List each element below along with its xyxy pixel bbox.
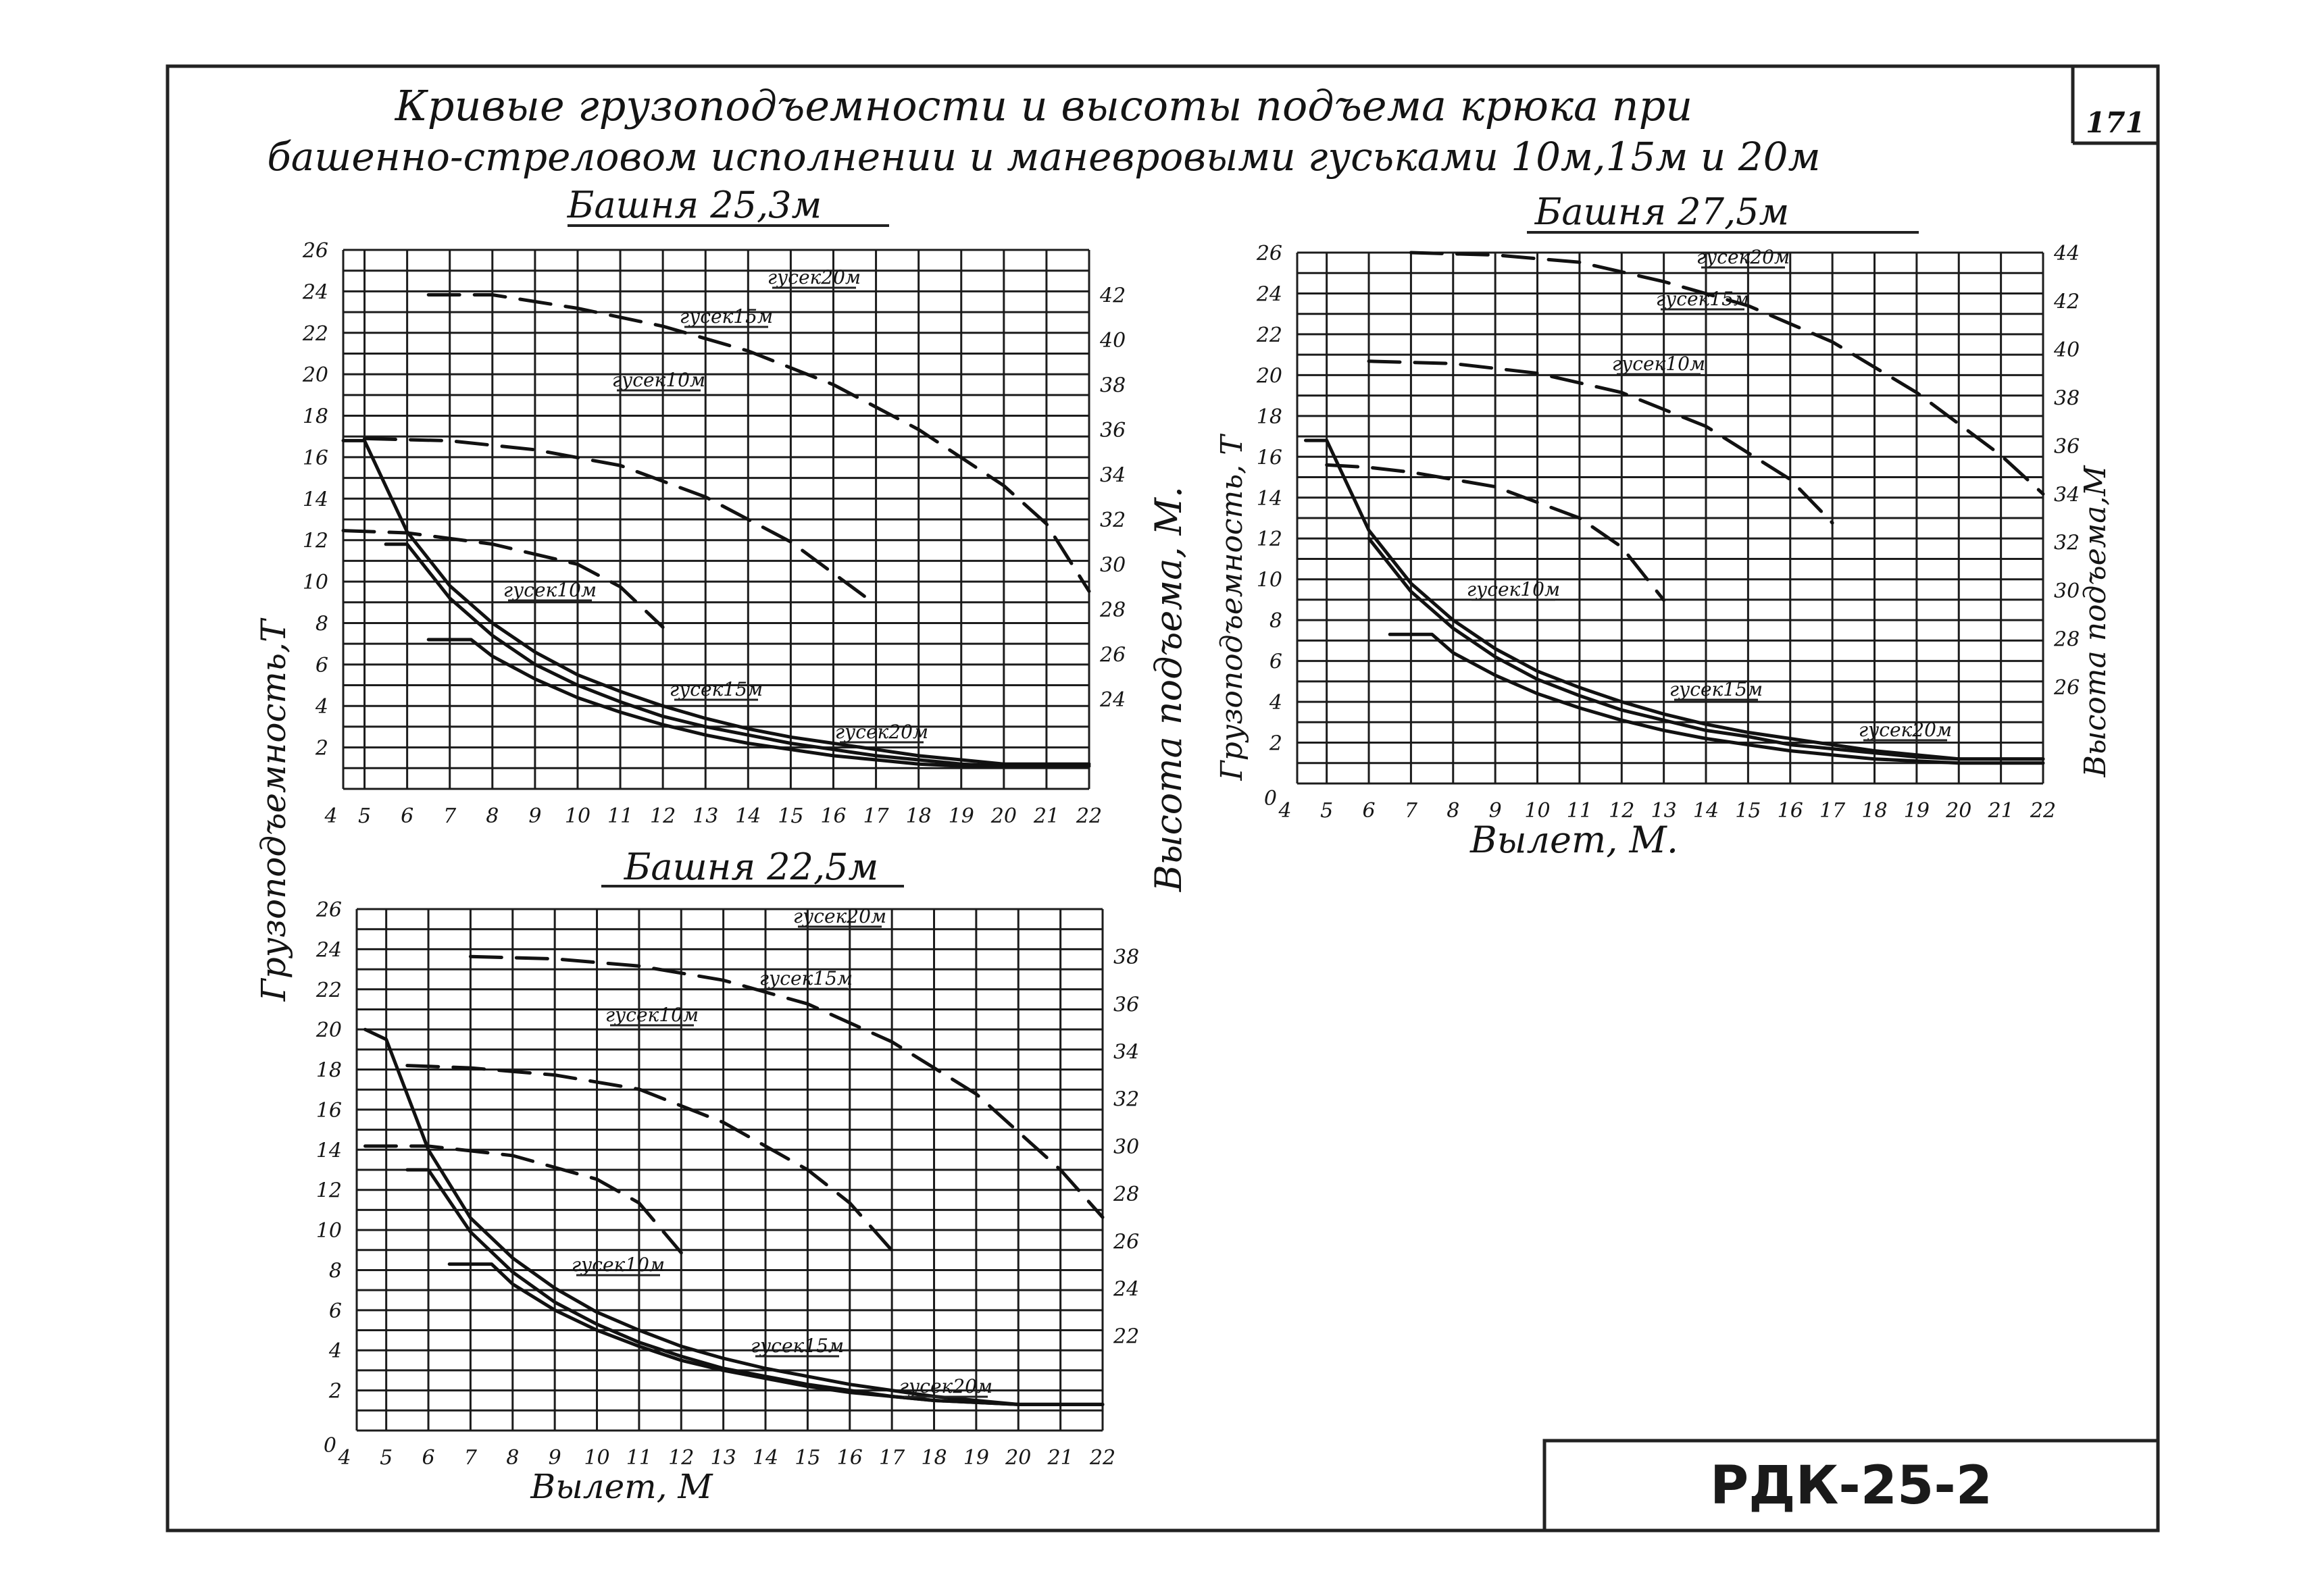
y2-tick-label: 28: [1113, 1183, 1140, 1207]
x-tick-label: 12: [668, 1446, 695, 1470]
x-tick-label: 10: [564, 804, 591, 828]
curve-label: гусек10м: [503, 579, 597, 601]
height-curve-гусек15м: [407, 1066, 892, 1251]
x-tick-label: 13: [693, 804, 719, 828]
y2-tick-label: 26: [2054, 676, 2080, 700]
capacity-curve-гусек10м: [366, 1029, 1103, 1404]
x-tick-label: 20: [1946, 799, 1972, 823]
capacity-curves: [1306, 440, 2044, 763]
y-tick-label: 18: [302, 405, 328, 429]
x-tick-label: 9: [548, 1446, 561, 1470]
y2-tick-label: 26: [1100, 643, 1126, 667]
curve-label: гусек10м: [611, 369, 706, 391]
y2-tick-label: 38: [1100, 374, 1126, 398]
curve-label: гусек20м: [1858, 719, 1953, 741]
y-tick-label: 12: [1256, 527, 1282, 552]
y-tick-label: 18: [1256, 405, 1282, 429]
x-tick-label: 8: [1447, 799, 1460, 823]
y-tick-label: 10: [1256, 568, 1282, 592]
x-tick-label: 16: [820, 804, 847, 828]
chart-title: Башня 22,5м: [624, 846, 879, 888]
capacity-curves: [343, 440, 1089, 766]
x-tick-label: 20: [1005, 1446, 1032, 1470]
curve-label: гусек20м: [793, 905, 887, 927]
x-tick-label: 19: [1903, 799, 1930, 823]
curve-labels: [572, 905, 992, 1397]
y2-tick-label: 30: [2054, 580, 2080, 604]
x-tick-label: 5: [1320, 799, 1334, 823]
y-tick-label: 2: [1269, 731, 1282, 756]
y-tick-label: 12: [302, 529, 328, 553]
y-tick-label: 24: [302, 280, 328, 305]
y2-tick-label: 32: [2054, 531, 2080, 555]
x-tick-label: 20: [990, 804, 1017, 828]
x-tick-label: 12: [1609, 799, 1635, 823]
curve-label: гусек10м: [1611, 353, 1706, 375]
y-tick-label: 4: [1269, 691, 1282, 715]
x-axis-ticks: [324, 804, 1102, 828]
curve-label: гусек20м: [1696, 246, 1790, 268]
curve-labels: [1467, 246, 1952, 741]
y-tick-label: 6: [328, 1299, 342, 1323]
y2-axis-ticks: [2053, 242, 2080, 700]
y2-tick-label: 36: [1113, 993, 1140, 1017]
grid: [1297, 253, 2043, 783]
y-axis-ticks: [316, 898, 342, 1458]
height-curves: [343, 295, 1089, 627]
y2-tick-label: 40: [1100, 329, 1126, 353]
y-tick-label: 6: [1269, 650, 1282, 674]
x-tick-label: 9: [1488, 799, 1502, 823]
y-tick-label: 0: [1263, 787, 1277, 810]
x-tick-label: 21: [1988, 799, 2014, 823]
curve-label: гусек15м: [1655, 288, 1750, 310]
y-tick-label: 8: [1269, 609, 1282, 634]
height-curve-гусек20м: [470, 956, 1103, 1217]
curve-label: гусек10м: [605, 1004, 699, 1026]
y2-tick-label: 38: [2054, 386, 2080, 411]
curve-label: гусек15м: [1669, 678, 1763, 700]
y2-tick-label: 44: [2054, 242, 2080, 265]
y-tick-label: 26: [316, 898, 342, 922]
y2-tick-label: 38: [1113, 946, 1140, 970]
x-tick-label: 18: [921, 1446, 947, 1470]
y-tick-label: 2: [328, 1379, 342, 1404]
x-tick-label: 17: [879, 1446, 905, 1470]
y-tick-label: 18: [316, 1058, 342, 1083]
grid: [343, 250, 1089, 789]
y-tick-label: 20: [302, 363, 328, 388]
chart-tower-27-5: [1215, 190, 2113, 861]
y-tick-label: 14: [316, 1139, 342, 1163]
y2-tick-label: 32: [1100, 509, 1126, 532]
x-tick-label: 6: [1362, 799, 1376, 823]
y-tick-label: 4: [328, 1339, 342, 1364]
y2-tick-label: 34: [1100, 463, 1126, 488]
y2-tick-label: 24: [1113, 1277, 1140, 1302]
x-tick-label: 7: [443, 804, 457, 828]
x-tick-label: 16: [836, 1446, 863, 1470]
y-tick-label: 20: [1256, 364, 1282, 388]
y2-axis-ticks: [1099, 284, 1126, 713]
x-tick-label: 18: [1861, 799, 1888, 823]
y-tick-label: 16: [316, 1098, 342, 1123]
x-tick-label: 17: [1819, 799, 1846, 823]
x-tick-label: 19: [948, 804, 974, 828]
chart-title: Башня 27,5м: [1534, 190, 1790, 233]
x-tick-label: 18: [905, 804, 932, 828]
x-tick-label: 13: [1651, 799, 1677, 823]
grid: [357, 909, 1103, 1431]
x-tick-label: 5: [357, 804, 372, 828]
title-line-2: башенно-стреловом исполнении и маневровыми гуськами 10м,15м и 20м: [267, 134, 1821, 180]
curve-labels: [503, 266, 928, 743]
y-tick-label: 26: [302, 239, 328, 263]
middle-axis-label: Высота подъема, М.: [1147, 486, 1190, 892]
height-curve-гусек20м: [428, 295, 1089, 592]
y2-tick-label: 36: [2054, 434, 2080, 459]
x-tick-label: 15: [1735, 799, 1761, 823]
x-tick-label: 8: [506, 1446, 520, 1470]
curve-label: гусек10м: [571, 1254, 665, 1276]
x-tick-label: 6: [401, 804, 414, 828]
x-tick-label: 6: [422, 1446, 435, 1470]
y2-tick-label: 28: [2054, 627, 2080, 652]
y-tick-label: 6: [315, 653, 328, 677]
x-tick-label: 21: [1047, 1446, 1074, 1470]
y2-tick-label: 32: [1113, 1087, 1140, 1112]
capacity-curves: [366, 1029, 1103, 1404]
x-axis-ticks: [337, 1446, 1115, 1470]
x-tick-label: 22: [1089, 1446, 1116, 1470]
x-tick-label: 11: [1566, 799, 1592, 823]
y-tick-label: 22: [316, 978, 342, 1002]
x-tick-label: 14: [735, 804, 761, 828]
x-tick-label: 5: [380, 1446, 393, 1470]
curve-label: гусек10м: [1466, 578, 1561, 600]
x-tick-label: 15: [778, 804, 804, 828]
capacity-curve-гусек15м: [407, 1170, 1103, 1404]
y-tick-label: 12: [316, 1179, 342, 1203]
x-tick-label: 14: [1692, 799, 1719, 823]
y2-tick-label: 36: [1100, 419, 1126, 442]
curve-label: гусек15м: [750, 1335, 845, 1357]
page-number: 171: [2086, 106, 2145, 139]
y2-tick-label: 22: [1113, 1324, 1140, 1349]
x-tick-label: 22: [2030, 799, 2057, 823]
x-tick-label: 7: [463, 1446, 477, 1470]
y-tick-label: 24: [1256, 282, 1282, 307]
height-curve-гусек10м: [366, 1146, 682, 1253]
y2-tick-label: 42: [2054, 290, 2080, 314]
x-tick-label: 22: [1076, 804, 1103, 828]
stamp-code: РДК-25-2: [1710, 1456, 1992, 1516]
curve-label: гусек20м: [899, 1375, 993, 1397]
curve-label: гусек20м: [834, 721, 929, 743]
curve-label: гусек15м: [669, 678, 763, 700]
x-tick-label: 10: [584, 1446, 610, 1470]
x-tick-label: 14: [752, 1446, 779, 1470]
x-tick-label: 19: [963, 1446, 989, 1470]
y2-axis-ticks: [1113, 946, 1139, 1348]
y2-tick-label: 28: [1100, 598, 1126, 622]
y-tick-label: 8: [328, 1259, 342, 1283]
x-tick-label: 8: [486, 804, 499, 828]
y2-tick-label: 26: [1113, 1230, 1140, 1254]
y2-tick-label: 30: [1113, 1135, 1140, 1159]
y-tick-label: 22: [302, 321, 328, 346]
curve-label: гусек15м: [759, 967, 853, 989]
x-axis-label: Вылет, М: [530, 1467, 713, 1506]
y-axis-label: Грузоподъемность, Т: [1215, 435, 1249, 781]
x-tick-label: 7: [1404, 799, 1417, 823]
y-axis-ticks: [302, 239, 328, 761]
x-tick-label: 15: [795, 1446, 821, 1470]
curve-label: гусек15м: [679, 305, 774, 328]
x-tick-label: 10: [1524, 799, 1551, 823]
y-tick-label: 10: [302, 571, 328, 595]
y2-tick-label: 42: [1100, 284, 1126, 308]
y-tick-label: 14: [302, 488, 328, 512]
x-tick-label: 4: [1278, 799, 1292, 823]
y-tick-label: 26: [1256, 242, 1282, 265]
y-tick-label: 16: [1256, 446, 1282, 470]
x-axis-label: Вылет, М.: [1470, 819, 1678, 861]
height-curves: [366, 956, 1103, 1253]
chart-tower-22-5: [316, 846, 1139, 1506]
y2-axis-label: Высота подъема,М: [2078, 465, 2113, 777]
left-axis-label: Грузоподъемность,Т: [254, 619, 293, 1002]
x-tick-label: 4: [324, 804, 338, 828]
title-line-1: Кривые грузоподъемности и высоты подъема крюка при: [395, 81, 1693, 130]
x-tick-label: 11: [626, 1446, 652, 1470]
x-tick-label: 17: [863, 804, 889, 828]
y-tick-label: 22: [1256, 323, 1282, 347]
x-tick-label: 12: [650, 804, 676, 828]
x-tick-label: 11: [607, 804, 634, 828]
y-tick-label: 2: [315, 736, 328, 761]
curve-label: гусек20м: [767, 266, 861, 288]
y-tick-label: 0: [323, 1434, 336, 1458]
y-tick-label: 4: [315, 695, 328, 719]
y2-tick-label: 24: [1100, 688, 1126, 712]
chart-tower-25-3: [302, 184, 1126, 828]
x-tick-label: 9: [528, 804, 542, 828]
x-tick-label: 16: [1777, 799, 1803, 823]
y-axis-ticks: [1256, 242, 1282, 810]
x-tick-label: 21: [1033, 804, 1060, 828]
y-tick-label: 14: [1256, 486, 1282, 511]
y-tick-label: 8: [315, 612, 328, 636]
y-tick-label: 16: [302, 446, 328, 470]
chart-title: Башня 25,3м: [567, 184, 822, 226]
y-tick-label: 24: [316, 938, 342, 962]
x-tick-label: 13: [710, 1446, 736, 1470]
y-tick-label: 20: [316, 1019, 342, 1043]
y2-tick-label: 34: [2054, 483, 2080, 507]
y2-tick-label: 40: [2054, 338, 2080, 362]
y-tick-label: 10: [316, 1219, 342, 1243]
y2-tick-label: 34: [1113, 1040, 1140, 1064]
x-tick-label: 4: [338, 1446, 351, 1470]
y2-tick-label: 30: [1100, 553, 1126, 577]
